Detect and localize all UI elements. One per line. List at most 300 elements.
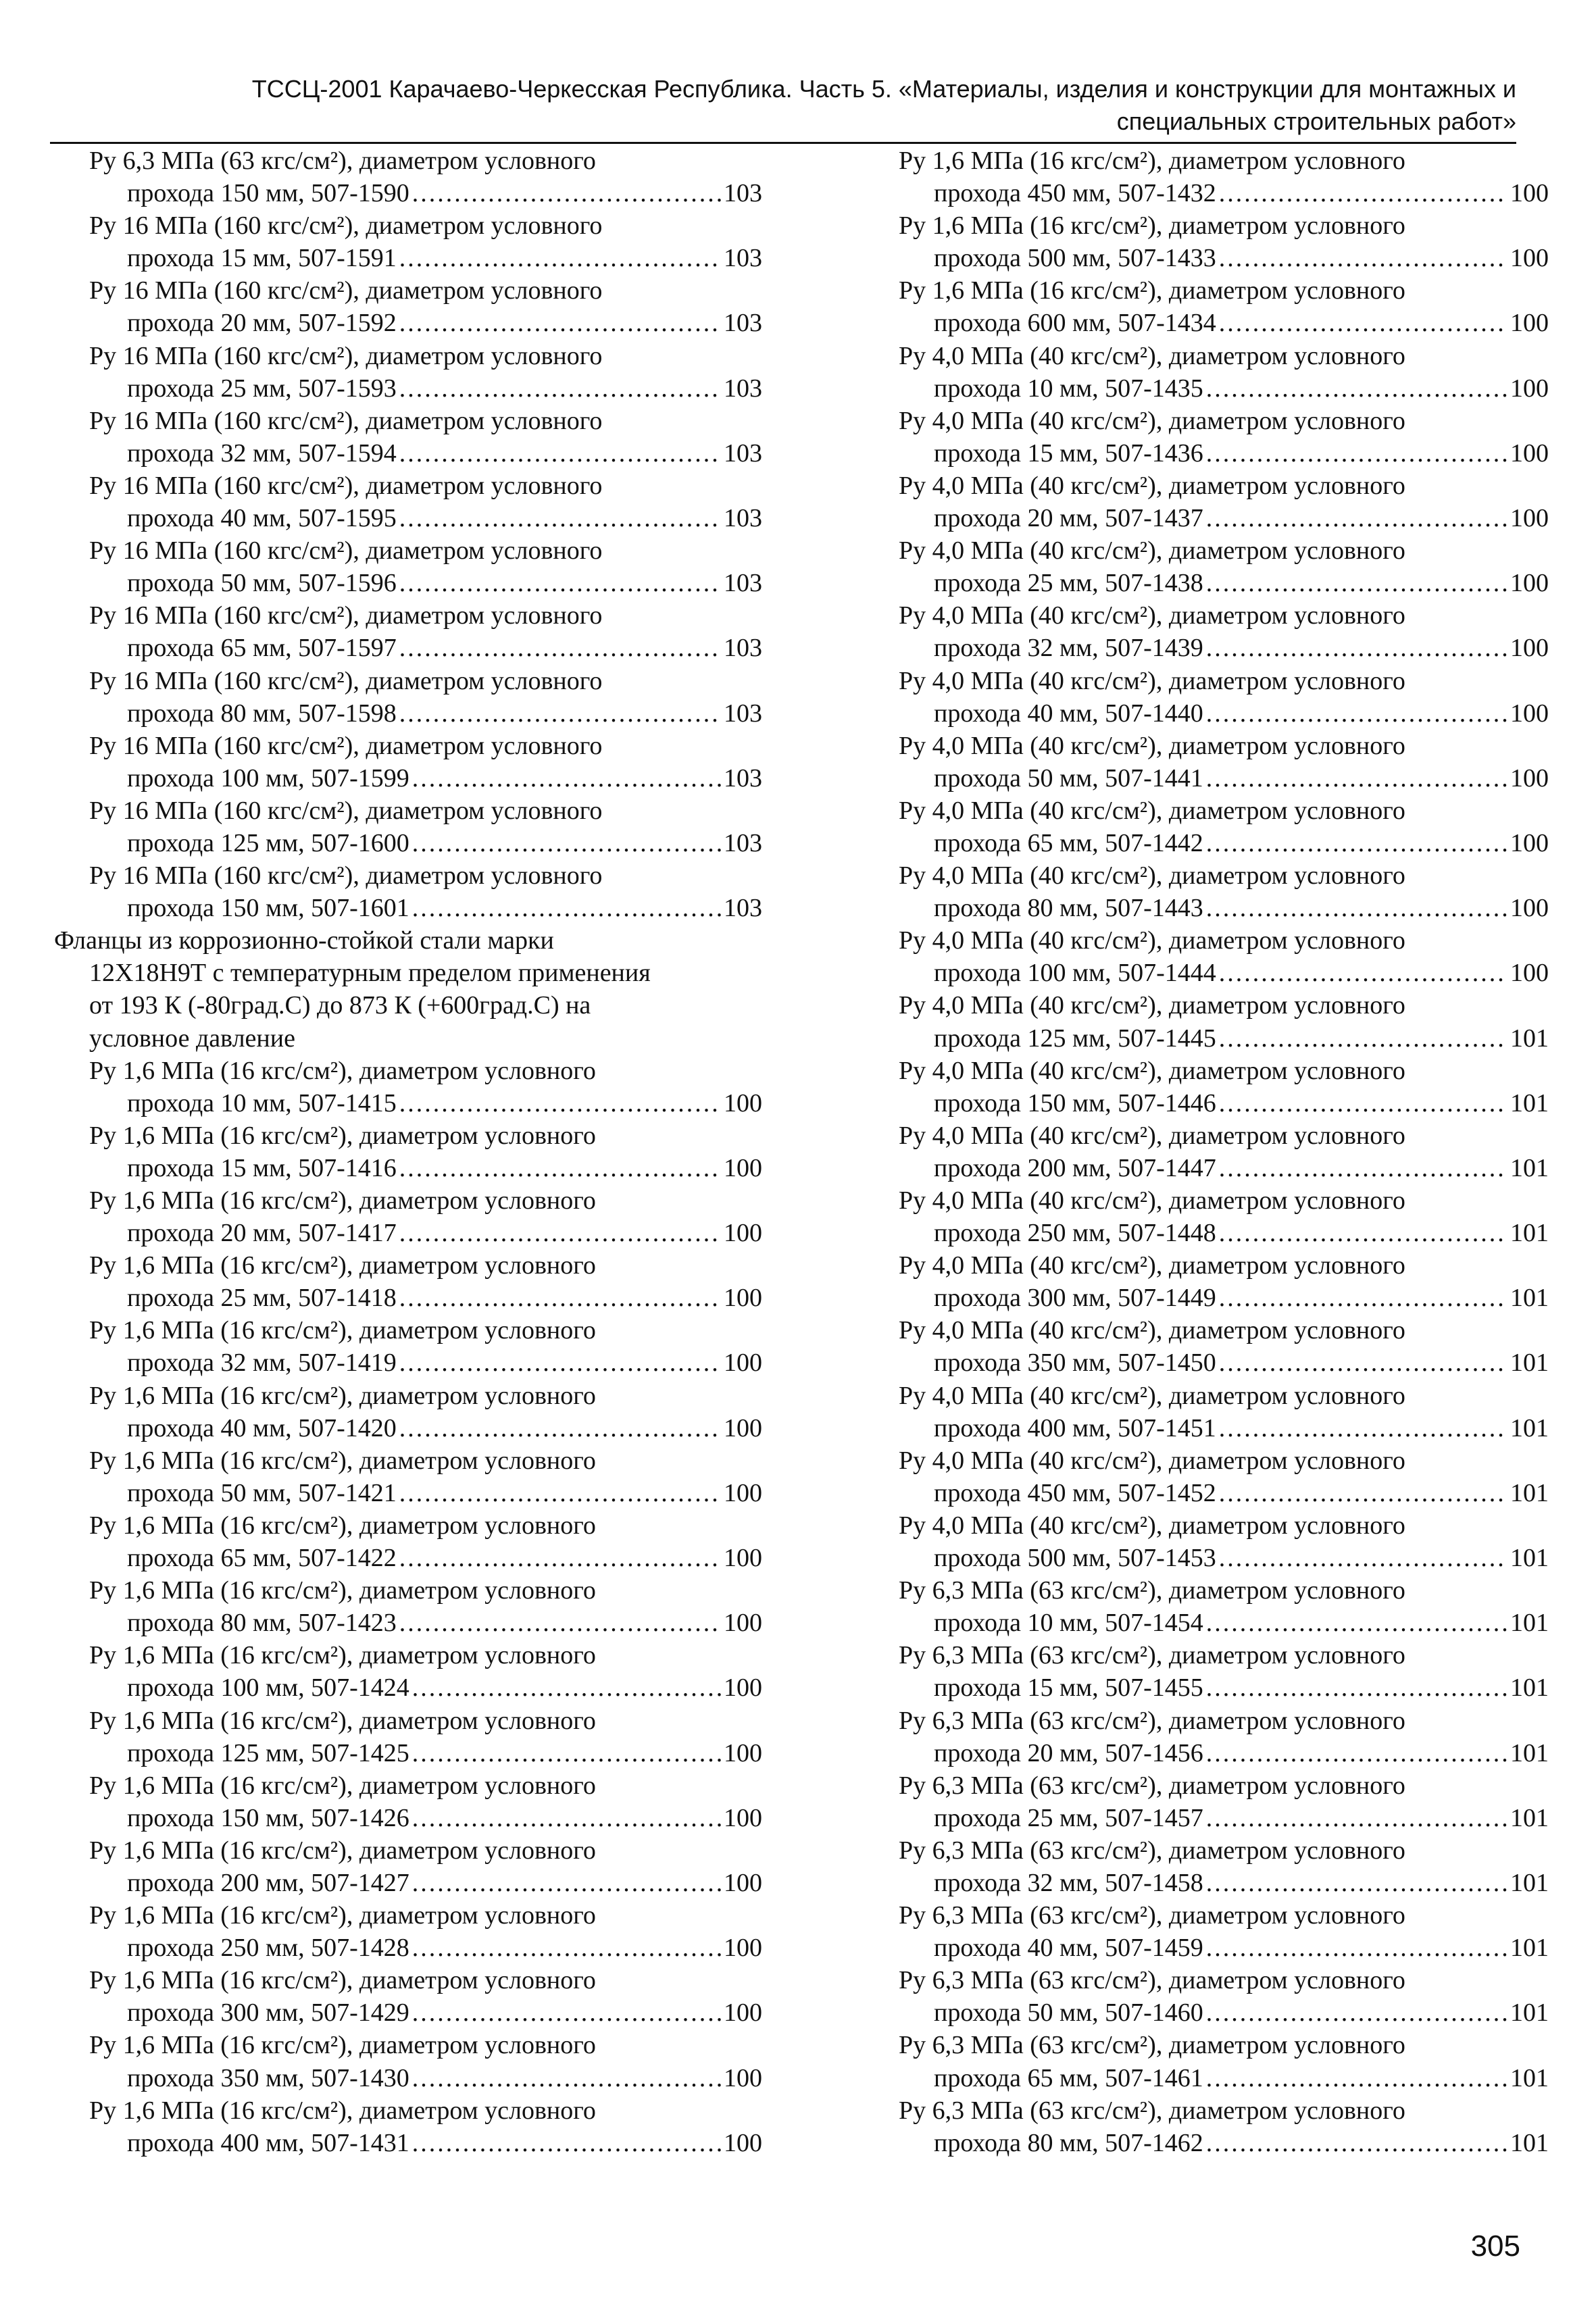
index-entry-code: прохода 15 мм, 507-1416 (127, 1153, 397, 1182)
index-entry-detail (54, 242, 762, 274)
index-entry (54, 1769, 762, 1834)
index-entry-detail (899, 372, 1549, 405)
dot-leader (412, 1802, 721, 1834)
index-entry-page: 100 (724, 1609, 762, 1638)
index-entry (54, 1574, 762, 1639)
dot-leader (399, 1477, 721, 1509)
index-entry-title: Ру 1,6 МПа (16 кгс/см²), диаметром условного (89, 2096, 596, 2125)
index-entry-page: 103 (724, 179, 762, 208)
index-entry-page: 103 (724, 763, 762, 793)
section-heading-line: от 193 К (-80град.С) до 873 К (+600град.С) на (89, 991, 591, 1020)
dot-leader (1206, 1671, 1507, 1704)
index-entry-code: прохода 40 мм, 507-1420 (127, 1413, 397, 1442)
index-entry-code: прохода 25 мм, 507-1593 (127, 374, 397, 403)
index-entry-detail (54, 827, 762, 859)
index-entry-detail (899, 1282, 1549, 1314)
index-entry-detail (899, 502, 1549, 534)
dot-leader (1206, 1737, 1507, 1769)
dot-leader (1206, 1607, 1507, 1639)
index-entry (899, 340, 1549, 405)
index-entry (899, 1055, 1549, 1120)
index-entry-detail (54, 1671, 762, 1704)
index-entry-page: 101 (1510, 1868, 1549, 1897)
index-entry-page: 100 (1510, 569, 1549, 598)
index-entry-page: 101 (1510, 1803, 1549, 1832)
index-entry-detail (899, 1022, 1549, 1055)
dot-leader (399, 1542, 721, 1574)
index-entry-page: 100 (724, 1284, 762, 1313)
index-entry-page: 100 (724, 1738, 762, 1767)
index-entry-page: 101 (1510, 1478, 1549, 1507)
index-entry-detail (54, 1542, 762, 1574)
index-entry-code: прохода 10 мм, 507-1454 (934, 1609, 1203, 1638)
index-entry-title: Ру 6,3 МПа (63 кгс/см²), диаметром условного (899, 2031, 1405, 2060)
index-entry-page: 100 (724, 1413, 762, 1442)
dot-leader (412, 762, 721, 795)
index-entry (54, 2094, 762, 2159)
index-entry-code: прохода 65 мм, 507-1422 (127, 1544, 397, 1573)
index-entry-code: прохода 32 мм, 507-1458 (934, 1868, 1203, 1897)
dot-leader (1219, 1477, 1507, 1509)
index-entry-code: прохода 150 мм, 507-1426 (127, 1803, 409, 1832)
index-entry-title: Ру 1,6 МПа (16 кгс/см²), диаметром условного (89, 1511, 596, 1540)
section-heading-line: условное давление (89, 1024, 295, 1053)
running-header (41, 73, 1516, 138)
index-entry-title: Ру 4,0 МПа (40 кгс/см²), диаметром условного (899, 406, 1405, 435)
index-entry-detail (54, 1737, 762, 1769)
index-entry (54, 795, 762, 859)
index-entry-page: 103 (724, 504, 762, 533)
index-entry (899, 924, 1549, 989)
index-entry-detail (899, 1932, 1549, 1964)
index-entry-title: Ру 4,0 МПа (40 кгс/см²), диаметром условного (899, 471, 1405, 500)
index-entry-code: прохода 300 мм, 507-1429 (127, 1998, 409, 2028)
index-entry-detail (899, 632, 1549, 664)
index-entry-detail (899, 1477, 1549, 1509)
dot-leader (1206, 437, 1507, 470)
index-entry (899, 1705, 1549, 1769)
index-entry-code: прохода 65 мм, 507-1442 (934, 828, 1203, 857)
index-entry (899, 209, 1549, 274)
index-entry-code: прохода 25 мм, 507-1438 (934, 569, 1203, 598)
index-entry-detail (899, 827, 1549, 859)
index-entry-title: Ру 1,6 МПа (16 кгс/см²), диаметром условного (89, 1771, 596, 1800)
header-rule (50, 142, 1516, 144)
index-entry (54, 209, 762, 274)
index-entry (54, 534, 762, 599)
index-entry-page: 100 (1510, 244, 1549, 273)
index-entry-detail (54, 892, 762, 924)
index-entry-detail (899, 697, 1549, 730)
index-entry-detail (899, 1087, 1549, 1120)
index-entry-page: 103 (724, 374, 762, 403)
index-entry-detail (899, 1152, 1549, 1184)
index-entry-code: прохода 150 мм, 507-1590 (127, 179, 409, 208)
index-entry-code: прохода 50 мм, 507-1441 (934, 763, 1203, 793)
dot-leader (1219, 1347, 1507, 1379)
dot-leader (1206, 1932, 1507, 1964)
dot-leader (399, 567, 721, 599)
dot-leader (412, 827, 721, 859)
index-entry-title: Ру 1,6 МПа (16 кгс/см²), диаметром условного (89, 2031, 596, 2060)
index-entry-code: прохода 500 мм, 507-1433 (934, 244, 1216, 273)
dot-leader (412, 177, 721, 209)
dot-leader (1219, 1542, 1507, 1574)
index-entry-title: Ру 6,3 МПа (63 кгс/см²), диаметром условного (899, 1771, 1405, 1800)
index-entry-title: Ру 6,3 МПа (63 кгс/см²), диаметром условного (899, 1901, 1405, 1930)
index-entry-code: прохода 20 мм, 507-1456 (934, 1738, 1203, 1767)
header-line-1: ТССЦ-2001 Карачаево-Черкесская Республика. Часть 5. «Материалы, изделия и конструкции для монтажных и (251, 75, 1516, 103)
index-entry-page: 100 (724, 1544, 762, 1573)
index-entry-title: Ру 16 МПа (160 кгс/см²), диаметром условного (89, 341, 603, 370)
index-entry-page: 101 (1510, 1284, 1549, 1313)
index-entry-code: прохода 500 мм, 507-1453 (934, 1544, 1216, 1573)
index-entry-page: 103 (724, 699, 762, 728)
index-entry-code: прохода 32 мм, 507-1594 (127, 438, 397, 468)
dot-leader (1206, 762, 1507, 795)
index-entry-detail (54, 697, 762, 730)
index-entry-page: 101 (1510, 1998, 1549, 2028)
index-entry-title: Ру 1,6 МПа (16 кгс/см²), диаметром условного (89, 1641, 596, 1670)
index-entry-detail (54, 2062, 762, 2094)
index-entry-detail (54, 1217, 762, 1249)
index-entry-code: прохода 40 мм, 507-1459 (934, 1934, 1203, 1963)
index-entry (899, 730, 1549, 795)
index-entry-title: Ру 4,0 МПа (40 кгс/см²), диаметром условного (899, 601, 1405, 630)
index-entry (54, 1444, 762, 1509)
dot-leader (412, 2127, 721, 2159)
index-entry-title: Ру 16 МПа (160 кгс/см²), диаметром условного (89, 731, 603, 760)
index-entry (54, 730, 762, 795)
index-entry-title: Ру 1,6 МПа (16 кгс/см²), диаметром условного (89, 1056, 596, 1085)
index-entry-title: Ру 1,6 МПа (16 кгс/см²), диаметром условного (899, 211, 1405, 241)
index-entry-detail (54, 762, 762, 795)
index-entry (54, 1964, 762, 2029)
dot-leader (1206, 1996, 1507, 2029)
index-entry-detail (899, 1607, 1549, 1639)
dot-leader (1219, 1412, 1507, 1444)
index-entry-title: Ру 16 МПа (160 кгс/см²), диаметром условного (89, 471, 603, 500)
index-entry (899, 859, 1549, 924)
index-entry (899, 1769, 1549, 1834)
index-entry-title: Ру 6,3 МПа (63 кгс/см²), диаметром условного (899, 1576, 1405, 1605)
index-entry-title: Ру 4,0 МПа (40 кгс/см²), диаметром условного (899, 1511, 1405, 1540)
index-entry-code: прохода 10 мм, 507-1415 (127, 1088, 397, 1117)
index-entry-code: прохода 250 мм, 507-1448 (934, 1219, 1216, 1248)
index-entry (899, 989, 1549, 1054)
section-heading (54, 924, 730, 1054)
index-entry-title: Ру 4,0 МПа (40 кгс/см²), диаметром условного (899, 1316, 1405, 1345)
dot-leader (399, 242, 721, 274)
index-entry-detail (54, 437, 762, 470)
index-entry-title: Ру 16 МПа (160 кгс/см²), диаметром условного (89, 276, 603, 305)
dot-leader (399, 1217, 721, 1249)
index-entry-title: Ру 6,3 МПа (63 кгс/см²), диаметром условного (899, 1706, 1405, 1735)
index-entry-detail (899, 1347, 1549, 1379)
section-heading-line: Фланцы из коррозионно-стойкой стали марки (54, 926, 554, 955)
index-entry-page: 101 (1510, 1738, 1549, 1767)
index-entry-code: прохода 80 мм, 507-1598 (127, 699, 397, 728)
index-entry (54, 1184, 762, 1249)
index-entry-code: прохода 125 мм, 507-1600 (127, 828, 409, 857)
index-entry-page: 103 (724, 828, 762, 857)
index-entry-page: 101 (1510, 1219, 1549, 1248)
index-entry-detail (899, 957, 1549, 989)
index-entry-page: 100 (724, 1349, 762, 1378)
index-entry-detail (899, 1217, 1549, 1249)
index-entry-detail (54, 567, 762, 599)
index-entry (54, 1705, 762, 1769)
index-entry-code: прохода 100 мм, 507-1424 (127, 1674, 409, 1703)
index-entry-detail (899, 242, 1549, 274)
index-entry-page: 103 (724, 894, 762, 923)
index-entry-page: 100 (1510, 634, 1549, 663)
dot-leader (412, 1671, 721, 1704)
left-entries-group (54, 1055, 762, 2159)
index-entry (899, 1899, 1549, 1964)
index-entry (899, 1509, 1549, 1574)
dot-leader (399, 1152, 721, 1184)
dot-leader (1219, 307, 1507, 339)
index-entry (899, 1574, 1549, 1639)
index-entry-page: 103 (724, 634, 762, 663)
index-entry-detail (54, 2127, 762, 2159)
index-entry-page: 100 (1510, 374, 1549, 403)
index-entry-title: Ру 4,0 МПа (40 кгс/см²), диаметром условного (899, 666, 1405, 695)
index-entry-code: прохода 20 мм, 507-1417 (127, 1219, 397, 1248)
dot-leader (399, 372, 721, 405)
index-entry (54, 859, 762, 924)
index-entry-page: 103 (724, 244, 762, 273)
index-entry (899, 1639, 1549, 1704)
index-entry-title: Ру 6,3 МПа (63 кгс/см²), диаметром условного (899, 1641, 1405, 1670)
index-entry (54, 1639, 762, 1704)
index-entry-detail (899, 1737, 1549, 1769)
index-entry-code: прохода 20 мм, 507-1592 (127, 309, 397, 338)
index-entry-detail (54, 632, 762, 664)
dot-leader (1219, 1282, 1507, 1314)
index-entry-title: Ру 16 МПа (160 кгс/см²), диаметром условного (89, 861, 603, 890)
index-entry-page: 103 (724, 309, 762, 338)
index-entry-code: прохода 65 мм, 507-1597 (127, 634, 397, 663)
index-entry-detail (54, 307, 762, 339)
index-entry (899, 1834, 1549, 1899)
index-entry-title: Ру 16 МПа (160 кгс/см²), диаметром условного (89, 666, 603, 695)
index-entry-code: прохода 65 мм, 507-1461 (934, 2063, 1203, 2092)
dot-leader (412, 2062, 721, 2094)
index-entry-page: 101 (1510, 1934, 1549, 1963)
index-entry-page: 100 (724, 2128, 762, 2157)
index-entry-title: Ру 1,6 МПа (16 кгс/см²), диаметром условного (899, 276, 1405, 305)
index-entry-title: Ру 1,6 МПа (16 кгс/см²), диаметром условного (89, 1446, 596, 1475)
index-entry (54, 274, 762, 339)
index-entry-detail (899, 1867, 1549, 1899)
index-entry-page: 100 (1510, 699, 1549, 728)
index-entry-code: прохода 400 мм, 507-1451 (934, 1413, 1216, 1442)
dot-leader (1219, 242, 1507, 274)
index-entry-detail (899, 1996, 1549, 2029)
dot-leader (1206, 2062, 1507, 2094)
index-entry-page: 100 (724, 1153, 762, 1182)
index-entry-page: 103 (724, 569, 762, 598)
index-entry-detail (54, 1412, 762, 1444)
index-entry-code: прохода 125 мм, 507-1425 (127, 1738, 409, 1767)
header-line-2: специальных строительных работ» (1116, 107, 1516, 135)
index-entry-code: прохода 200 мм, 507-1447 (934, 1153, 1216, 1182)
index-entry-title: Ру 4,0 МПа (40 кгс/см²), диаметром условного (899, 1251, 1405, 1280)
dot-leader (412, 1996, 721, 2029)
index-entry (899, 1964, 1549, 2029)
index-entry-code: прохода 300 мм, 507-1449 (934, 1284, 1216, 1313)
index-entry-title: Ру 6,3 МПа (63 кгс/см²), диаметром условного (899, 1836, 1405, 1865)
right-column (899, 145, 1549, 2159)
index-entry (54, 1120, 762, 1184)
dot-leader (1206, 632, 1507, 664)
index-entry-code: прохода 15 мм, 507-1591 (127, 244, 397, 273)
index-entry-code: прохода 80 мм, 507-1462 (934, 2128, 1203, 2157)
dot-leader (399, 697, 721, 730)
index-entry-code: прохода 100 мм, 507-1444 (934, 959, 1216, 988)
index-entry-code: прохода 125 мм, 507-1445 (934, 1024, 1216, 1053)
index-entry-page: 100 (1510, 309, 1549, 338)
index-entry-page: 101 (1510, 1609, 1549, 1638)
index-entry-title: Ру 16 МПа (160 кгс/см²), диаметром условного (89, 406, 603, 435)
page-number: 305 (1470, 2230, 1520, 2263)
index-entry (54, 599, 762, 664)
index-entry (899, 599, 1549, 664)
index-entry-title: Ру 16 МПа (160 кгс/см²), диаметром условного (89, 536, 603, 565)
index-entry-code: прохода 50 мм, 507-1460 (934, 1998, 1203, 2028)
dot-leader (399, 1347, 721, 1379)
index-entry-code: прохода 50 мм, 507-1421 (127, 1478, 397, 1507)
index-entry-title: Ру 1,6 МПа (16 кгс/см²), диаметром условного (89, 1901, 596, 1930)
dot-leader (1206, 1867, 1507, 1899)
index-entry-title: Ру 1,6 МПа (16 кгс/см²), диаметром условного (89, 1706, 596, 1735)
index-entry-title: Ру 6,3 МПа (63 кгс/см²), диаметром условного (899, 2096, 1405, 2125)
index-entry (54, 2029, 762, 2094)
index-entry-code: прохода 80 мм, 507-1443 (934, 894, 1203, 923)
dot-leader (1206, 372, 1507, 405)
index-entry-page: 100 (1510, 179, 1549, 208)
left-column (54, 145, 762, 2159)
index-entry-detail (54, 1152, 762, 1184)
index-entry (54, 1055, 762, 1120)
index-entry-code: прохода 15 мм, 507-1436 (934, 438, 1203, 468)
index-entry (54, 1380, 762, 1444)
index-entry-page: 100 (724, 2063, 762, 2092)
dot-leader (412, 1867, 721, 1899)
dot-leader (399, 502, 721, 534)
section-heading-line: 12Х18Н9Т с температурным пределом применения (89, 959, 651, 988)
index-entry (899, 1184, 1549, 1249)
index-entry-title: Ру 6,3 МПа (63 кгс/см²), диаметром условного (89, 147, 596, 175)
index-entry-title: Ру 4,0 МПа (40 кгс/см²), диаметром условного (899, 1056, 1405, 1085)
index-entry-page: 101 (1510, 1349, 1549, 1378)
index-entry-detail (54, 1802, 762, 1834)
index-entry-page: 101 (1510, 1413, 1549, 1442)
index-entry-detail (54, 502, 762, 534)
index-entry-title: Ру 4,0 МПа (40 кгс/см²), диаметром условного (899, 1121, 1405, 1150)
index-entry-code: прохода 450 мм, 507-1452 (934, 1478, 1216, 1507)
index-entry (899, 2029, 1549, 2094)
index-entry-title: Ру 16 МПа (160 кгс/см²), диаметром условного (89, 601, 603, 630)
index-entry-page: 100 (1510, 828, 1549, 857)
index-entry-title: Ру 6,3 МПа (63 кгс/см²), диаметром условного (899, 1966, 1405, 1995)
index-entry (899, 274, 1549, 339)
index-entry-detail (54, 1347, 762, 1379)
index-entry (54, 405, 762, 470)
index-entry-title: Ру 4,0 МПа (40 кгс/см²), диаметром условного (899, 861, 1405, 890)
index-entry-detail (54, 1477, 762, 1509)
index-entry (54, 1834, 762, 1899)
dot-leader (399, 1087, 721, 1120)
index-entry-title: Ру 1,6 МПа (16 кгс/см²), диаметром условного (89, 1966, 596, 1995)
index-entry-detail (54, 1282, 762, 1314)
index-entry-code: прохода 200 мм, 507-1427 (127, 1868, 409, 1897)
index-entry-page: 100 (724, 1934, 762, 1963)
index-entry-title: Ру 4,0 МПа (40 кгс/см²), диаметром условного (899, 926, 1405, 955)
index-entry-code: прохода 20 мм, 507-1437 (934, 504, 1203, 533)
index-entry (899, 1444, 1549, 1509)
index-entry-detail (899, 1671, 1549, 1704)
index-entry (54, 470, 762, 534)
index-entry-page: 100 (724, 1868, 762, 1897)
dot-leader (399, 1412, 721, 1444)
index-entry (54, 1314, 762, 1379)
index-entry-page: 103 (724, 438, 762, 468)
index-entry-detail (899, 437, 1549, 470)
index-entry-title: Ру 1,6 МПа (16 кгс/см²), диаметром условного (89, 1576, 596, 1605)
dot-leader (1206, 567, 1507, 599)
index-entry-code: прохода 350 мм, 507-1430 (127, 2063, 409, 2092)
index-entry-detail (899, 2062, 1549, 2094)
index-entry-title: Ру 4,0 МПа (40 кгс/см²), диаметром условного (899, 991, 1405, 1020)
index-entry-page: 101 (1510, 1024, 1549, 1053)
index-entry-title: Ру 4,0 МПа (40 кгс/см²), диаметром условного (899, 796, 1405, 825)
index-entry-title: Ру 1,6 МПа (16 кгс/см²), диаметром условного (89, 1836, 596, 1865)
index-entry-page: 100 (724, 1803, 762, 1832)
index-entry-title: Ру 1,6 МПа (16 кгс/см²), диаметром условного (89, 1251, 596, 1280)
dot-leader (1219, 1217, 1507, 1249)
dot-leader (399, 307, 721, 339)
index-entry-code: прохода 25 мм, 507-1418 (127, 1284, 397, 1313)
index-entry-code: прохода 400 мм, 507-1431 (127, 2128, 409, 2157)
index-entry-detail (899, 892, 1549, 924)
index-entry-detail (899, 2127, 1549, 2159)
index-entry-title: Ру 4,0 МПа (40 кгс/см²), диаметром условного (899, 1446, 1405, 1475)
dot-leader (1219, 1087, 1507, 1120)
index-entry (899, 665, 1549, 730)
dot-leader (399, 1282, 721, 1314)
index-entry (899, 2094, 1549, 2159)
index-entry (54, 145, 762, 209)
index-entry-page: 101 (1510, 2063, 1549, 2092)
index-entry-title: Ру 1,6 МПа (16 кгс/см²), диаметром условного (89, 1121, 596, 1150)
index-entry-code: прохода 250 мм, 507-1428 (127, 1934, 409, 1963)
dot-leader (1219, 1022, 1507, 1055)
index-entry-detail (899, 1802, 1549, 1834)
index-entry-code: прохода 600 мм, 507-1434 (934, 309, 1216, 338)
index-entry (54, 340, 762, 405)
index-entry-detail (54, 1932, 762, 1964)
index-entry-page: 101 (1510, 2128, 1549, 2157)
index-entry (899, 470, 1549, 534)
index-entry-page: 100 (1510, 504, 1549, 533)
index-entry (899, 1249, 1549, 1314)
dot-leader (399, 1607, 721, 1639)
index-entry (54, 1509, 762, 1574)
dot-leader (1219, 1152, 1507, 1184)
